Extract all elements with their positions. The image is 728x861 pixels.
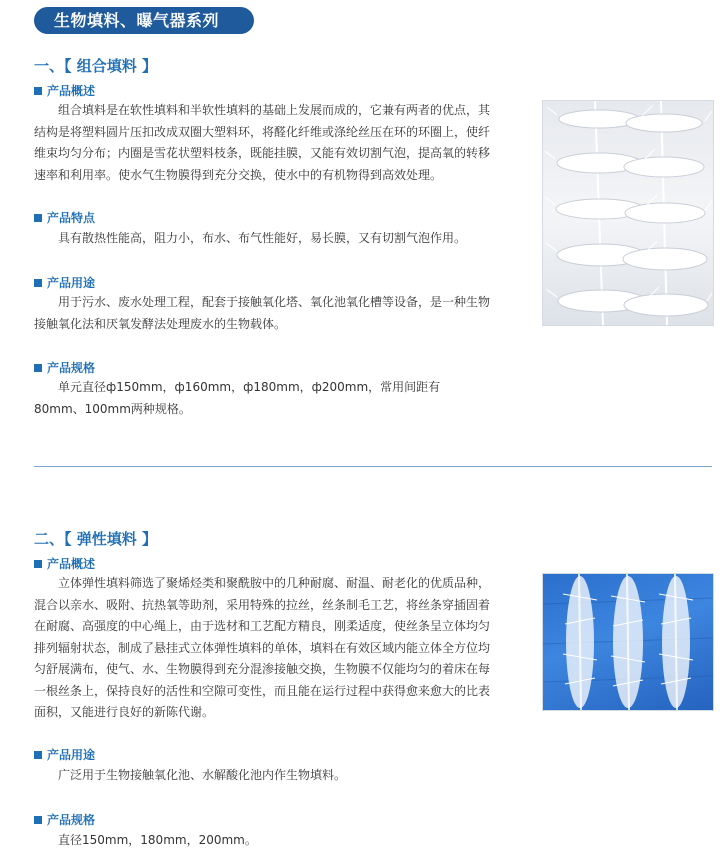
section1-usage-text: 用于污水、废水处理工程，配套于接触氧化塔、氧化池氧化槽等设备，是一种生物接触氧化法和厌氧发酵法处理废水的生物载体。 (34, 295, 491, 331)
section2-title: 二、【 弹性填料 】 (34, 530, 157, 548)
section2-overview-heading (34, 555, 95, 572)
section1-spec-label: 产品规格 (47, 361, 96, 375)
square-bullet-icon (34, 364, 42, 372)
square-bullet-icon (34, 751, 42, 759)
section1-usage-label: 产品用途 (47, 276, 96, 290)
section2-spec-heading (34, 811, 95, 828)
square-bullet-icon (34, 816, 42, 824)
section2-spec-label: 产品规格 (47, 813, 96, 827)
section2-usage-text: 广泛用于生物接触氧化池、水解酸化池内作生物填料。 (58, 768, 347, 782)
section2-spec-text: 直径150mm，180mm，200mm。 (58, 833, 257, 847)
elastic-filler-photo (542, 573, 714, 711)
square-bullet-icon (34, 279, 42, 287)
section1-spec-heading (34, 359, 95, 376)
section2-usage-heading (34, 746, 95, 763)
section-divider (34, 466, 712, 467)
section1-spec-text: 单元直径ф150mm，ф160mm，ф180mm，ф200mm，常用间距有80mm、100mm两种规格。 (34, 380, 441, 416)
section1-title: 一、【 组合填料 】 (34, 57, 157, 75)
section1-usage-heading (34, 274, 95, 291)
section1-features-label: 产品特点 (47, 211, 96, 225)
section1-features-text: 具有散热性能高，阻力小，布水、布气性能好，易长膜，又有切割气泡作用。 (58, 231, 467, 245)
square-bullet-icon (34, 214, 42, 222)
section1-overview-heading (34, 82, 95, 99)
section2-usage-label: 产品用途 (47, 748, 96, 762)
section2-overview-text: 立体弹性填料筛选了聚烯烃类和聚酰胺中的几种耐腐、耐温、耐老化的优质品种，混合以亲水、吸附、抗热氧等助剂，采用特殊的拉丝，丝条制毛工艺，将丝条穿插固着在耐腐、高强度的中心绳上，由于选材和工艺配方精良，刚柔适度，使丝条呈立体均匀排列辐射状态，制成了悬挂式立体弹性填料的单体，填料在有效区域内能立体全方位均匀舒展满布，使气、水、生物膜得到充分混渗接触交换，生物膜不仅能均匀的着床在每一根丝条上，保持良好的活性和空隙可变性，而且能在运行过程中获得愈来愈大的比表面积，又能进行良好的新陈代谢。 (34, 576, 491, 719)
section1-overview-text: 组合填料是在软性填料和半软性填料的基础上发展而成的，它兼有两者的优点，其结构是将塑料圆片压扣改成双圈大塑料环，将醛化纤维或涤纶丝压在环的环圈上，使纤维束均匀分布；内圈是雪花状塑料枝条，既能挂膜，又能有效切割气泡，提高氧的转移速率和利用率。使水气生物膜得到充分交换，使水中的有机物得到高效处理。 (34, 103, 491, 182)
section1-overview-label: 产品概述 (47, 84, 96, 98)
square-bullet-icon (34, 87, 42, 95)
series-banner: 生物填料、曝气器系列 (34, 7, 254, 34)
section1-features-heading (34, 209, 95, 226)
square-bullet-icon (34, 560, 42, 568)
combination-filler-photo (542, 100, 714, 326)
section2-overview-label: 产品概述 (47, 557, 96, 571)
